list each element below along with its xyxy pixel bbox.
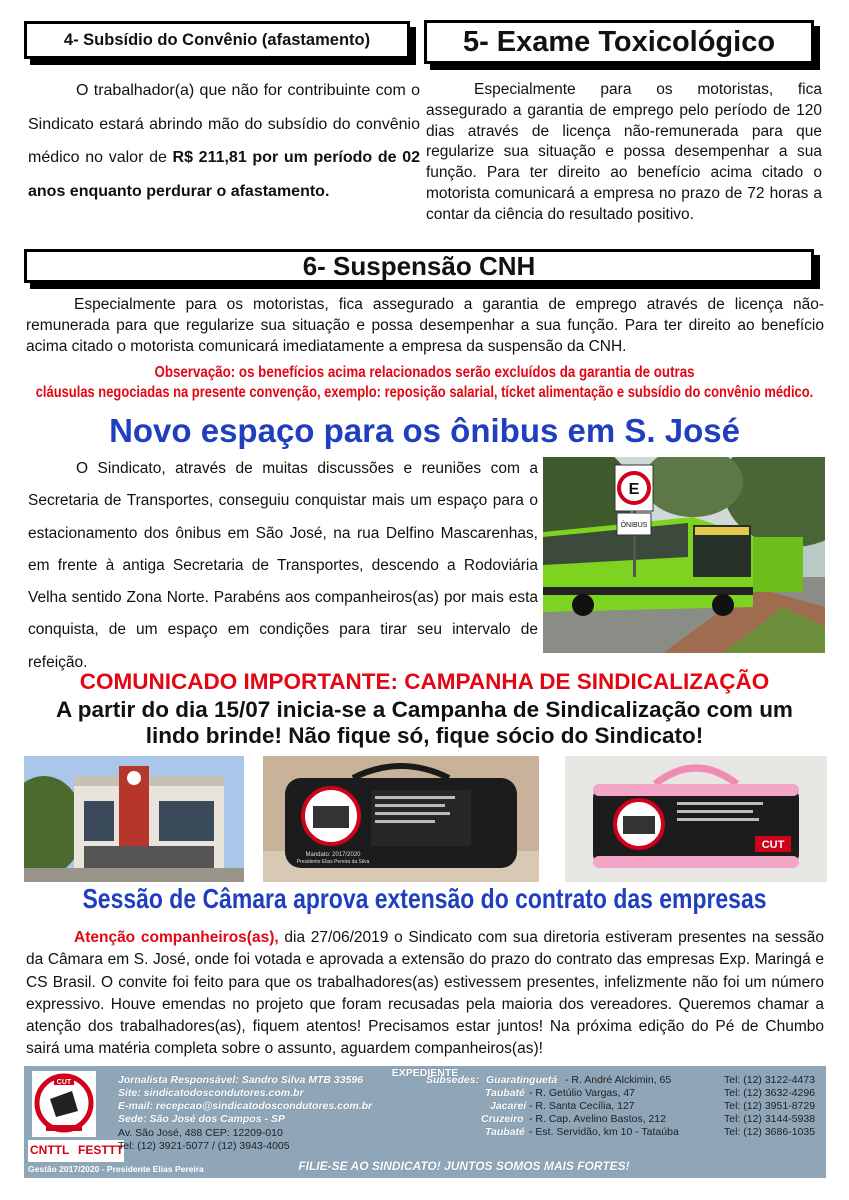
journalist: Jornalista Responsável: Sandro Silva MTB 33596 (118, 1074, 364, 1086)
subsede-city: Jacareí (490, 1100, 527, 1112)
subsede-city: Taubaté (485, 1126, 525, 1138)
section5-title: 5- Exame Toxicológico (462, 25, 776, 58)
email: E-mail: recepcao@sindicatodoscondutores.com.br (118, 1100, 373, 1112)
management-text: Gestão 2017/2020 - Presidente Elias Pereira (28, 1164, 204, 1174)
sede-phones: Tel: (12) 3921-5077 / (12) 3943-4005 (118, 1140, 290, 1152)
subsede-city: Guaratinguetá (486, 1074, 558, 1086)
union-building-photo (24, 756, 244, 882)
gift-bag-black-photo (263, 756, 539, 882)
section6-title-box (24, 249, 814, 283)
parking-sign-letter: E (628, 481, 640, 498)
observation-line2: cláusulas negociadas na presente convenção, exemplo: reposição salarial, tícket alimentação e subsídio do convênio médico. (35, 384, 814, 401)
subsede-city: Taubaté (485, 1087, 525, 1099)
expediente-label: EXPEDIENTE (391, 1067, 459, 1079)
section6-text: Especialmente para os motoristas, fica assegurado a garantia de emprego através de licença não-remunerada para que regularize sua situação e possa desempenhar a sua função. Para ter direito ao benefício acima citado o motorista comunicará imediatamente a empresa da suspensão da CNH. (26, 296, 824, 355)
bag-black-caption2: Presidente Elias Pereira da Silva (296, 859, 370, 865)
expediente-footer (24, 1066, 826, 1178)
observation-line1: Observação: os benefícios acima relacionados serão excluídos da garantia de outras (154, 364, 695, 381)
cnttl-logo-text: CNTTL (30, 1143, 70, 1157)
bus-photo (543, 457, 825, 653)
section4-title-box (24, 21, 410, 59)
subsede-tel: Tel: (12) 3686-1035 (724, 1126, 816, 1138)
subsede-address: - R. André Alckimin, 65 (565, 1074, 672, 1086)
section4-title: 4- Subsídio do Convênio (afastamento) (63, 30, 371, 49)
section4-text: O trabalhador(a) que não for contribuinte com o Sindicato estará abrindo mão do subsídio do convênio médico no valor de R$ 211,81 por um período de 02 anos enquanto perdurar o afastamento. (28, 82, 420, 200)
section6-title: 6- Suspensão CNH (302, 250, 536, 281)
union-logo (32, 1071, 96, 1137)
site: Site: sindicatodoscondutores.com.br (118, 1087, 304, 1099)
campaign-line1: A partir do dia 15/07 inicia-se a Campanha de Sindicalização com um (56, 697, 793, 722)
subsede-tel: Tel: (12) 3144-5938 (724, 1113, 816, 1125)
sede-address: Av. São José, 488 CEP: 12209-010 (118, 1127, 283, 1139)
subsede-tel: Tel: (12) 3122-4473 (724, 1074, 816, 1086)
footer-slogan: FILIE-SE AO SINDICATO! JUNTOS SOMOS MAIS FORTES! (298, 1159, 630, 1173)
subsede-address: - R. Santa Cecília, 127 (529, 1100, 635, 1112)
gift-bag-pink-photo (565, 756, 827, 882)
subsede-tel: Tel: (12) 3632-4296 (724, 1087, 816, 1099)
subsedes-label: Subsedes: (426, 1074, 480, 1086)
cnttl-festtt-logo (28, 1140, 124, 1162)
camara-headline: Sessão de Câmara aprova extensão do contrato das empresas (82, 883, 767, 914)
section5-text: Especialmente para os motoristas, fica assegurado a garantia de emprego pelo período de 120 dias através de licença não-remunerada para que regularize sua situação e possa desempenhar a sua função. Para ter direito ao benefício acima citado o motorista comunicará a empresa no prazo de 72 horas a contar da ciência do resultado positivo. (426, 81, 822, 223)
bag-pink-brand: CUT (761, 839, 785, 851)
subsede-address: - R. Getúlio Vargas, 47 (529, 1087, 636, 1099)
festtt-logo-text: FESTTT (78, 1143, 124, 1157)
subsede-city: Cruzeiro (481, 1113, 524, 1125)
section5-title-box (424, 20, 814, 64)
cut-logo-text: CUT (56, 1079, 72, 1086)
camara-text: Atenção companheiros(as), dia 27/06/2019 o Sindicato com sua diretoria estiveram presentes na sessão da Câmara em S. José, onde foi votada e aprovada a extensão do prazo do contrato das empresas Exp. Maringá e CS Brasil. O convite foi feito para que os trabalhadores(as) estivessem presentes, infelizmente não foi um número expressivo. Houve emendas no projeto que foram recusadas pela maioria dos vereadores. Queremos chamar a atenção dos trabalhadores(as), fiquem atentos! Precisamos estar juntos! Na próxima edição do Pé de Chumbo sairá uma matéria completa sobre o assunto, aguardem companheiros(as)! (26, 929, 824, 1058)
campaign-title: COMUNICADO IMPORTANTE: CAMPANHA DE SINDICALIZAÇÃO (79, 669, 770, 694)
bus-headline: Novo espaço para os ônibus em S. José (109, 412, 740, 449)
bag-black-caption1: Mandato: 2017/2020 (305, 852, 361, 858)
subsede-address: - Est. Servidão, km 10 - Tataúba (529, 1126, 679, 1138)
sede: Sede: São José dos Campos - SP (118, 1113, 285, 1125)
bus-sign-text: ÔNIBUS (620, 522, 648, 529)
campaign-line2: lindo brinde! Não fique só, fique sócio do Sindicato! (145, 723, 704, 748)
subsede-tel: Tel: (12) 3951-8729 (724, 1100, 816, 1112)
subsede-address: - R. Cap. Avelino Bastos, 212 (529, 1113, 666, 1125)
bus-article-text: O Sindicato, através de muitas discussões e reuniões com a Secretaria de Transportes, conseguiu conquistar mais um espaço para o estacionamento dos ônibus em São José, na rua Delfino Mascarenhas, em frente à antiga Secretaria de Transportes, descendo a Rodoviária Velha sentido Zona Norte. Parabéns aos companheiros(as) por mais esta conquista, de um espaço em condições para tirar seu intervalo de refeição. (28, 460, 538, 671)
